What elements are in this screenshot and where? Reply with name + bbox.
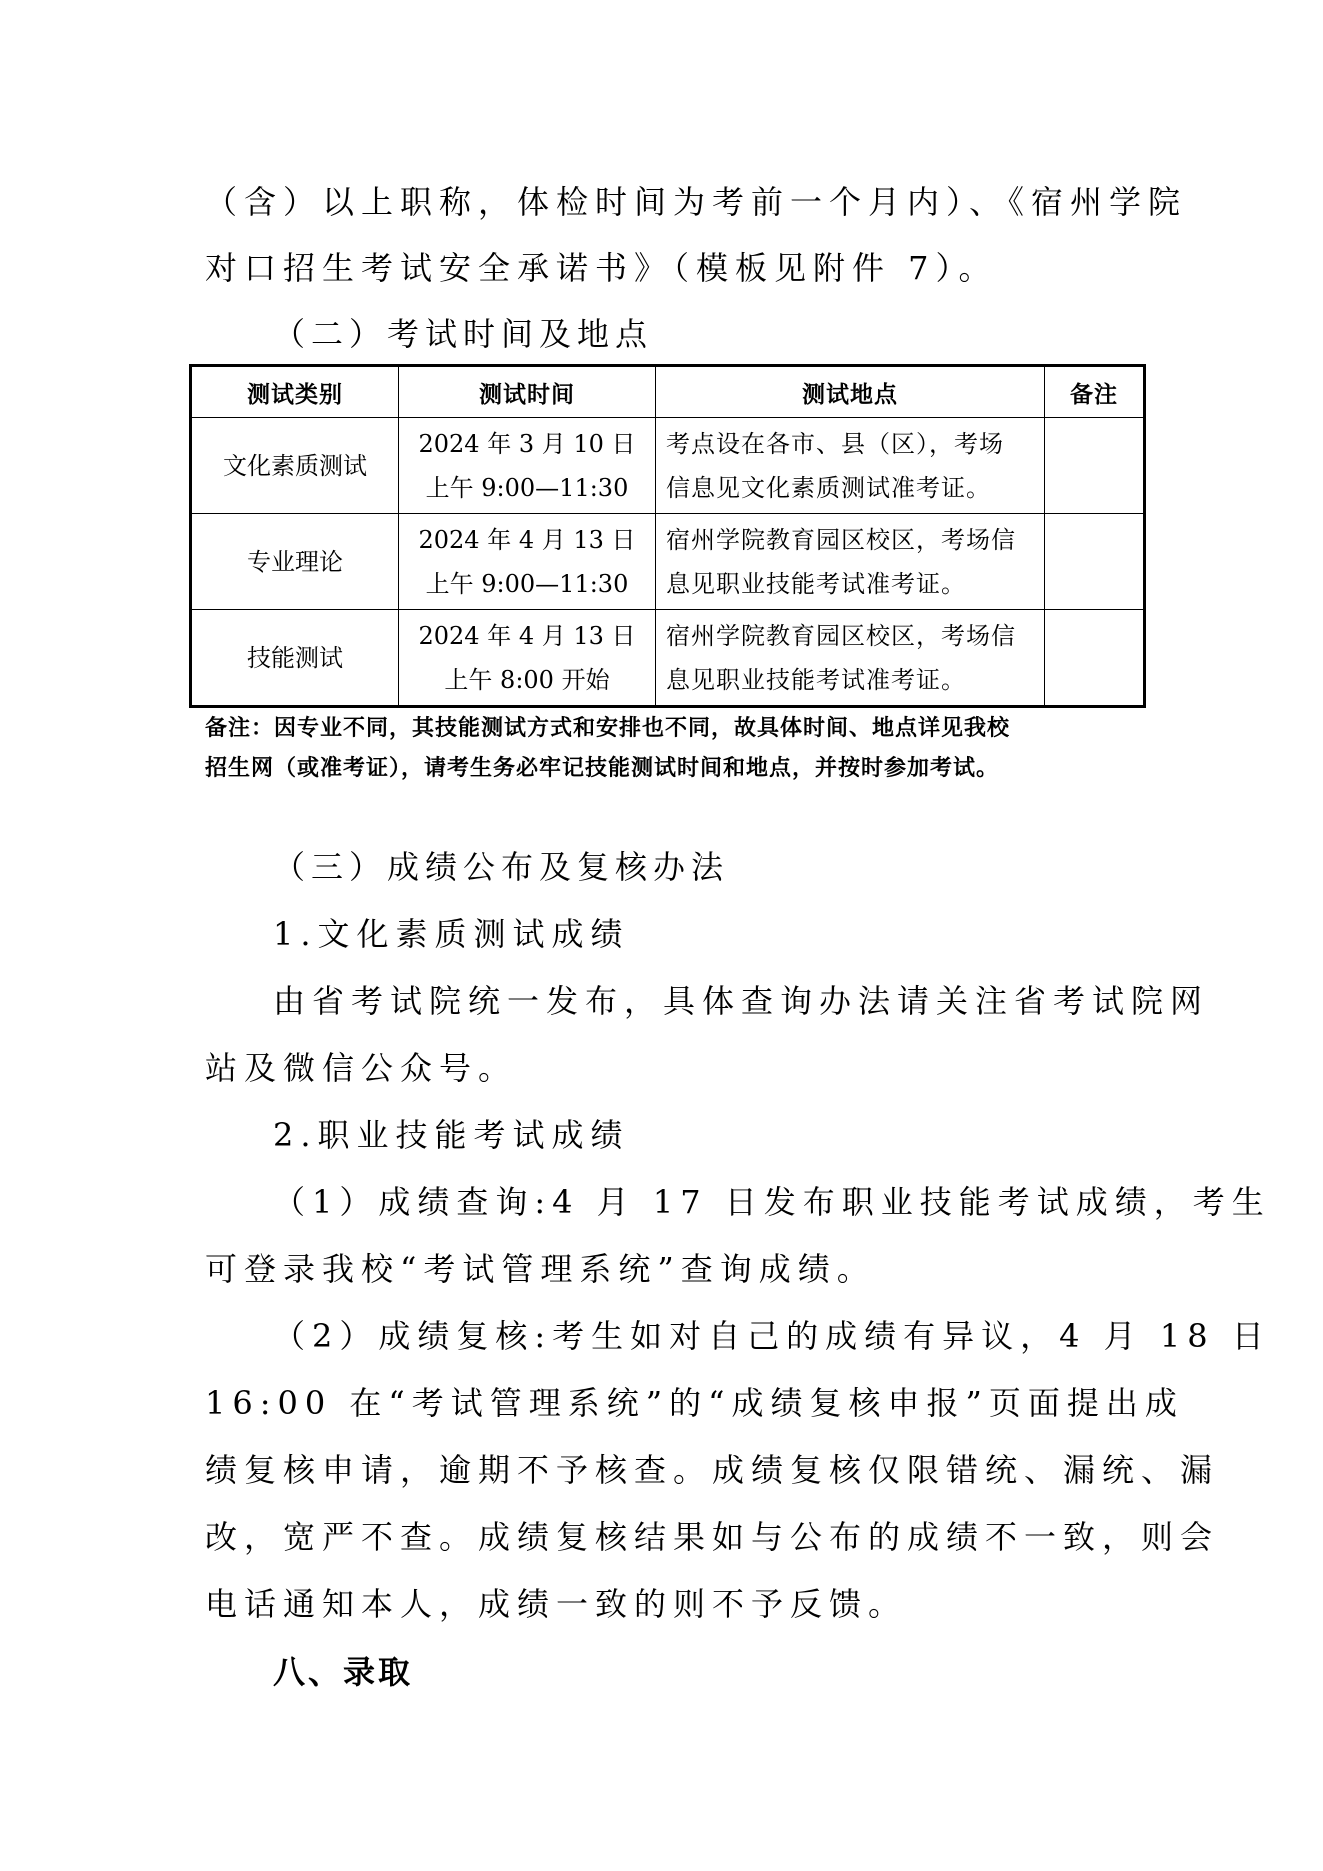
cell-place	[656, 514, 1045, 610]
exam-schedule-table	[189, 364, 1146, 708]
paragraph-line: 对口招生考试安全承诺书》（模板见附件 7）。	[205, 249, 998, 287]
item-title-skill-score: 2.职业技能考试成绩	[273, 1116, 630, 1154]
paragraph-line: 改，宽严不查。成绩复核结果如与公布的成绩不一致，则会	[205, 1518, 1220, 1556]
paragraph-line: 16:00 在“考试管理系统”的“成绩复核申报”页面提出成	[205, 1384, 1184, 1422]
cell-place	[656, 418, 1045, 514]
place-line: 信息见文化素质测试准考证。	[666, 473, 991, 502]
paragraph-line: （1）成绩查询:4 月 17 日发布职业技能考试成绩，考生	[273, 1183, 1271, 1221]
header-category: 测试类别	[191, 366, 399, 418]
paragraph-line: （2）成绩复核:考生如对自己的成绩有异议，4 月 18 日	[273, 1317, 1271, 1355]
paragraph-line: 绩复核申请，逾期不予核查。成绩复核仅限错统、漏统、漏	[205, 1451, 1220, 1489]
cell-category: 文化素质测试	[191, 418, 399, 514]
cell-remark	[1045, 514, 1145, 610]
time-hours: 上午 9:00—11:30	[425, 473, 629, 502]
cell-remark	[1045, 610, 1145, 707]
paragraph-line: 站及微信公众号。	[205, 1049, 518, 1087]
section-heading-results: （三）成绩公布及复核办法	[273, 848, 730, 886]
header-place: 测试地点	[656, 366, 1045, 418]
place-line: 宿州学院教育园区校区，考场信	[666, 621, 1016, 650]
table-row	[191, 514, 1145, 610]
cell-time	[399, 610, 656, 707]
cell-remark	[1045, 418, 1145, 514]
header-remark: 备注	[1045, 366, 1145, 418]
place-line: 宿州学院教育园区校区，考场信	[666, 525, 1016, 554]
table-note-line: 备注：因专业不同，其技能测试方式和安排也不同，故具体时间、地点详见我校	[205, 716, 1011, 741]
time-date: 2024 年 4 月 13 日	[418, 525, 636, 554]
section-heading-exam-time-place: （二）考试时间及地点	[273, 315, 654, 353]
cell-time	[399, 514, 656, 610]
table-row	[191, 418, 1145, 514]
cell-time	[399, 418, 656, 514]
paragraph-line: 电话通知本人，成绩一致的则不予反馈。	[205, 1585, 908, 1623]
paragraph-line: 可登录我校“考试管理系统”查询成绩。	[205, 1250, 876, 1288]
paragraph-line: 由省考试院统一发布，具体查询办法请关注省考试院网	[273, 982, 1210, 1020]
table-header-row	[191, 366, 1145, 418]
table-row	[191, 610, 1145, 707]
place-line: 考点设在各市、县（区），考场	[666, 429, 1004, 458]
header-time: 测试时间	[399, 366, 656, 418]
item-title-culture-score: 1.文化素质测试成绩	[273, 915, 630, 953]
cell-place	[656, 610, 1045, 707]
cell-category: 技能测试	[191, 610, 399, 707]
place-line: 息见职业技能考试准考证。	[666, 569, 966, 598]
table-note-line: 招生网（或准考证），请考生务必牢记技能测试时间和地点，并按时参加考试。	[205, 756, 1000, 781]
cell-category: 专业理论	[191, 514, 399, 610]
section-heading-admission: 八、录取	[273, 1653, 414, 1691]
time-hours: 上午 9:00—11:30	[425, 569, 629, 598]
time-date: 2024 年 3 月 10 日	[418, 429, 636, 458]
time-hours: 上午 8:00 开始	[444, 665, 610, 694]
paragraph-line: （含）以上职称，体检时间为考前一个月内）、《宿州学院	[205, 183, 1188, 221]
time-date: 2024 年 4 月 13 日	[418, 621, 636, 650]
place-line: 息见职业技能考试准考证。	[666, 665, 966, 694]
